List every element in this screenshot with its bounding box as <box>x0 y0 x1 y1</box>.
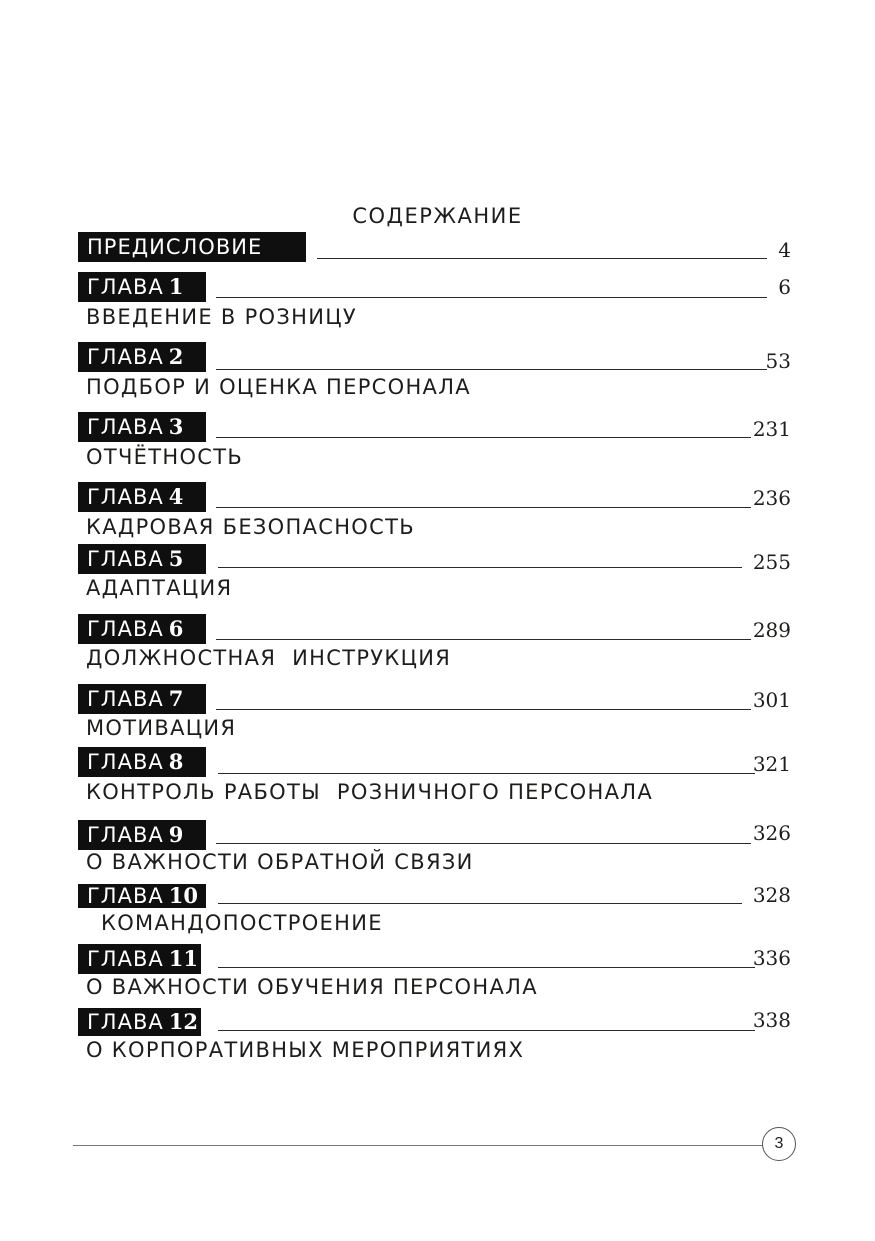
toc-page-number: 338 <box>752 1008 791 1032</box>
toc-chapter-1[interactable] <box>78 272 206 302</box>
chapter-number: 7 <box>168 686 184 711</box>
leader-line <box>218 567 742 568</box>
toc-label-preface[interactable] <box>78 232 306 262</box>
toc-label-text: ГЛАВА <box>87 547 164 571</box>
chapter-number: 5 <box>168 546 184 571</box>
leader-line <box>218 903 742 904</box>
leader-line <box>218 967 755 968</box>
toc-page-number: 4 <box>778 238 791 262</box>
chapter-title[interactable]: КОМАНДОПОСТРОЕНИЕ <box>101 911 383 935</box>
chapter-title[interactable]: О ВАЖНОСТИ ОБРАТНОЙ СВЯЗИ <box>86 850 474 874</box>
toc-chapter-5[interactable] <box>78 544 206 574</box>
toc-label-text: ГЛАВА <box>87 1010 164 1034</box>
chapter-number: 8 <box>168 749 184 774</box>
chapter-title[interactable]: МОТИВАЦИЯ <box>86 716 237 740</box>
toc-page-number: 326 <box>752 821 791 845</box>
chapter-number: 11 <box>168 946 198 971</box>
leader-line <box>218 1030 755 1031</box>
leader-line <box>216 437 751 438</box>
toc-chapter-7[interactable] <box>78 684 206 714</box>
toc-chapter-10[interactable] <box>78 884 206 908</box>
chapter-number: 1 <box>168 274 184 299</box>
chapter-title[interactable]: О ВАЖНОСТИ ОБУЧЕНИЯ ПЕРСОНАЛА <box>86 975 538 999</box>
chapter-number: 6 <box>168 616 184 641</box>
leader-line <box>216 297 767 298</box>
leader-line <box>218 773 755 774</box>
toc-label-text: ГЛАВА <box>87 823 164 847</box>
chapter-number: 2 <box>168 344 184 369</box>
toc-label-text: ГЛАВА <box>87 617 164 641</box>
toc-page-number: 301 <box>752 688 791 712</box>
chapter-number: 10 <box>168 884 198 908</box>
leader-line <box>317 258 767 259</box>
toc-label-text: ГЛАВА <box>87 687 164 711</box>
toc-label-text: ГЛАВА <box>87 345 164 369</box>
toc-chapter-2[interactable] <box>78 342 206 372</box>
toc-label-text: ГЛАВА <box>87 750 164 774</box>
chapter-title[interactable]: ДОЛЖНОСТНАЯ ИНСТРУКЦИЯ <box>86 646 452 670</box>
chapter-number: 3 <box>168 414 184 439</box>
toc-chapter-3[interactable] <box>78 412 206 442</box>
toc-chapter-6[interactable] <box>78 614 206 644</box>
toc-label-text: ГЛАВА <box>87 884 164 908</box>
leader-line <box>216 639 751 640</box>
toc-label-text: ПРЕДИСЛОВИЕ <box>87 235 263 259</box>
chapter-number: 4 <box>168 484 184 509</box>
chapter-title[interactable]: ОТЧЁТНОСТЬ <box>86 445 244 469</box>
chapter-title[interactable]: ВВЕДЕНИЕ В РОЗНИЦУ <box>86 305 357 329</box>
toc-chapter-8[interactable] <box>78 747 206 777</box>
chapter-number: 9 <box>168 822 184 847</box>
toc-page-number: 328 <box>752 883 791 907</box>
chapter-title[interactable]: ПОДБОР И ОЦЕНКА ПЕРСОНАЛА <box>86 375 471 399</box>
toc-chapter-11[interactable] <box>78 944 201 974</box>
toc-chapter-12[interactable] <box>78 1008 201 1036</box>
toc-chapter-4[interactable] <box>78 482 206 512</box>
toc-page-number: 321 <box>752 752 791 776</box>
toc-page-number: 6 <box>778 275 791 299</box>
toc-page-number: 231 <box>752 417 791 441</box>
toc-label-text: ГЛАВА <box>87 485 164 509</box>
chapter-title[interactable]: АДАПТАЦИЯ <box>86 576 233 600</box>
chapter-title[interactable]: О КОРПОРАТИВНЫХ МЕРОПРИЯТИЯХ <box>86 1038 525 1062</box>
leader-line <box>216 369 767 370</box>
leader-line <box>216 709 751 710</box>
toc-label-text: ГЛАВА <box>87 415 164 439</box>
toc-label-text: ГЛАВА <box>87 275 164 299</box>
toc-page-number: 289 <box>752 618 791 642</box>
toc-chapter-9[interactable] <box>78 820 206 850</box>
chapter-number: 12 <box>168 1009 198 1034</box>
page-title: СОДЕРЖАНИЕ <box>352 204 523 228</box>
leader-line <box>216 507 751 508</box>
leader-line <box>216 843 751 844</box>
toc-page-number: 236 <box>752 486 791 510</box>
toc-page-number: 53 <box>765 349 791 373</box>
chapter-title[interactable]: КАДРОВАЯ БЕЗОПАСНОСТЬ <box>86 515 415 539</box>
toc-label-text: ГЛАВА <box>87 947 164 971</box>
toc-page-number: 336 <box>752 946 791 970</box>
footer-rule <box>73 1145 763 1146</box>
chapter-title[interactable]: КОНТРОЛЬ РАБОТЫ РОЗНИЧНОГО ПЕРСОНАЛА <box>86 780 654 804</box>
page-number-badge: 3 <box>762 1127 796 1161</box>
toc-page-number: 255 <box>752 550 791 574</box>
